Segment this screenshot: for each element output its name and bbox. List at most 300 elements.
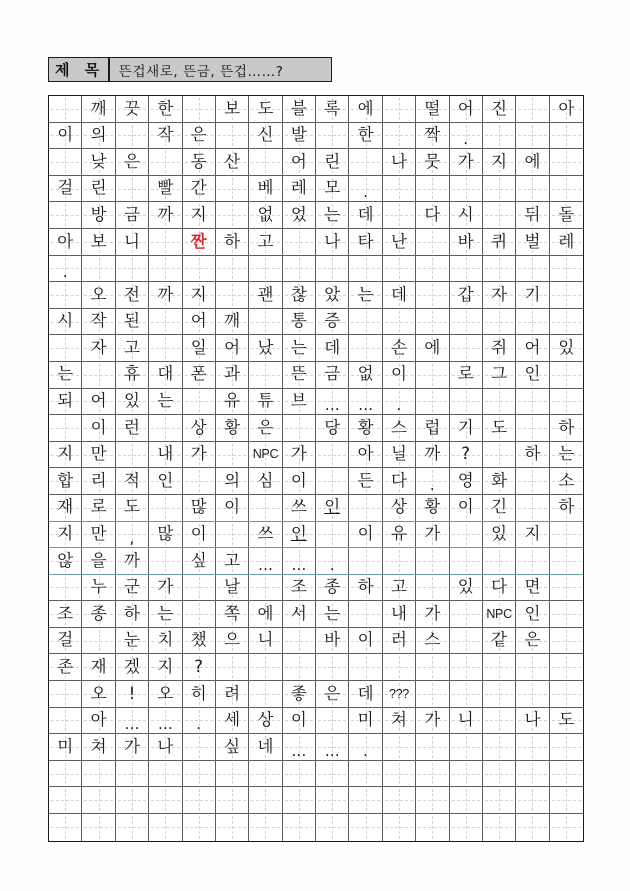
handwritten-glyph: 한 — [157, 98, 174, 118]
manuscript-cell — [450, 601, 483, 627]
handwritten-glyph: 이 — [90, 417, 107, 437]
handwritten-glyph: 록 — [324, 98, 341, 118]
manuscript-cell — [116, 654, 149, 680]
manuscript-cell — [383, 734, 416, 760]
handwritten-glyph: 아 — [90, 710, 107, 730]
manuscript-row — [49, 229, 583, 256]
manuscript-cell — [82, 575, 115, 601]
manuscript-cell — [249, 176, 282, 202]
manuscript-cell — [349, 734, 382, 760]
handwritten-glyph: 퀴 — [491, 231, 508, 251]
manuscript-cell — [516, 415, 549, 441]
manuscript-cell — [349, 522, 382, 548]
manuscript-cell — [550, 123, 583, 149]
manuscript-cell — [516, 708, 549, 734]
manuscript-cell — [550, 96, 583, 122]
handwritten-glyph: 은 — [524, 630, 541, 650]
handwritten-glyph: 가 — [290, 444, 307, 464]
manuscript-cell — [550, 495, 583, 521]
handwritten-glyph: 된 — [123, 311, 140, 331]
handwritten-glyph: 미 — [57, 736, 74, 756]
manuscript-cell — [49, 335, 82, 361]
handwritten-glyph: . — [363, 741, 368, 760]
manuscript-cell — [383, 96, 416, 122]
manuscript-cell — [149, 681, 182, 707]
manuscript-cell — [416, 389, 449, 415]
handwritten-glyph: 까 — [123, 550, 140, 570]
manuscript-cell — [49, 468, 82, 494]
handwritten-glyph: 가 — [424, 710, 441, 730]
manuscript-cell — [550, 256, 583, 282]
handwritten-glyph: 시 — [457, 204, 474, 224]
handwritten-glyph: 고 — [123, 337, 140, 357]
handwritten-glyph: 하 — [123, 603, 140, 623]
manuscript-cell — [450, 415, 483, 441]
manuscript-cell — [383, 787, 416, 813]
manuscript-cell — [283, 468, 316, 494]
manuscript-cell — [550, 389, 583, 415]
manuscript-cell — [416, 708, 449, 734]
manuscript-cell — [283, 282, 316, 308]
manuscript-row — [49, 468, 583, 495]
manuscript-cell — [550, 681, 583, 707]
handwritten-glyph: 하 — [357, 577, 374, 597]
handwritten-glyph: 의 — [224, 470, 241, 490]
handwritten-glyph: 당 — [324, 417, 341, 437]
handwritten-glyph: 면 — [524, 577, 541, 597]
handwritten-glyph: 가 — [190, 444, 207, 464]
manuscript-cell — [450, 522, 483, 548]
handwritten-glyph: 종 — [324, 577, 341, 597]
manuscript-cell — [416, 202, 449, 228]
handwritten-glyph: … — [324, 396, 340, 415]
manuscript-cell — [249, 708, 282, 734]
handwritten-glyph: 폰 — [190, 364, 207, 384]
manuscript-cell — [49, 575, 82, 601]
handwritten-glyph: 도 — [558, 710, 575, 730]
handwritten-glyph: 으 — [224, 630, 241, 650]
manuscript-cell — [82, 389, 115, 415]
manuscript-cell — [49, 202, 82, 228]
handwritten-glyph: 유 — [224, 391, 241, 411]
manuscript-row — [49, 362, 583, 389]
handwritten-glyph: 았 — [324, 284, 341, 304]
handwritten-glyph: 을 — [90, 550, 107, 570]
manuscript-cell — [349, 229, 382, 255]
manuscript-cell — [283, 734, 316, 760]
manuscript-cell — [516, 123, 549, 149]
handwritten-glyph: 통 — [290, 311, 307, 331]
manuscript-cell — [483, 442, 516, 468]
handwritten-glyph: 걸 — [57, 630, 74, 650]
handwritten-glyph: 작 — [157, 125, 174, 145]
handwritten-glyph: 있 — [558, 337, 575, 357]
manuscript-cell — [349, 708, 382, 734]
manuscript-cell — [283, 176, 316, 202]
manuscript-cell — [116, 601, 149, 627]
handwritten-glyph: 낮 — [90, 151, 107, 171]
handwritten-glyph: 끗 — [123, 98, 140, 118]
handwritten-glyph: … — [124, 715, 140, 734]
handwritten-glyph: 이 — [290, 710, 307, 730]
manuscript-cell — [49, 814, 82, 841]
manuscript-cell — [183, 282, 216, 308]
handwritten-glyph: 인 — [524, 603, 541, 623]
manuscript-cell — [183, 734, 216, 760]
manuscript-cell — [516, 522, 549, 548]
handwritten-glyph: 뜬 — [290, 364, 307, 384]
manuscript-cell — [249, 149, 282, 175]
manuscript-cell — [316, 468, 349, 494]
manuscript-cell — [283, 628, 316, 654]
handwritten-glyph: 네 — [257, 736, 274, 756]
handwritten-glyph: 방 — [90, 204, 107, 224]
handwritten-glyph: 금 — [324, 364, 341, 384]
handwritten-glyph: 걸 — [57, 178, 74, 198]
manuscript-cell — [149, 734, 182, 760]
manuscript-cell — [249, 787, 282, 813]
manuscript-cell — [116, 202, 149, 228]
handwritten-glyph: 은 — [123, 151, 140, 171]
manuscript-cell — [116, 814, 149, 841]
manuscript-cell — [550, 628, 583, 654]
handwritten-glyph: 는 — [324, 204, 341, 224]
handwritten-glyph: 금 — [123, 204, 140, 224]
manuscript-cell — [82, 734, 115, 760]
handwritten-glyph: . — [363, 183, 368, 202]
manuscript-cell — [149, 202, 182, 228]
manuscript-cell — [483, 362, 516, 388]
manuscript-cell — [450, 202, 483, 228]
manuscript-cell — [416, 495, 449, 521]
handwritten-glyph: 인 — [324, 497, 341, 517]
manuscript-cell — [483, 176, 516, 202]
handwritten-glyph: 는 — [157, 391, 174, 411]
handwritten-glyph: 조 — [290, 577, 307, 597]
handwritten-glyph: 챘 — [190, 630, 207, 650]
manuscript-cell — [316, 575, 349, 601]
manuscript-cell — [416, 787, 449, 813]
manuscript-row — [49, 256, 583, 283]
manuscript-cell — [49, 522, 82, 548]
manuscript-row — [49, 628, 583, 655]
manuscript-cell — [183, 681, 216, 707]
manuscript-row — [49, 681, 583, 708]
manuscript-cell — [416, 256, 449, 282]
handwritten-glyph: NPC — [252, 447, 279, 462]
manuscript-cell — [49, 256, 82, 282]
manuscript-cell — [249, 734, 282, 760]
manuscript-cell — [249, 761, 282, 787]
handwritten-glyph: 어 — [524, 337, 541, 357]
handwritten-glyph: 깨 — [90, 98, 107, 118]
manuscript-cell — [82, 628, 115, 654]
manuscript-cell — [283, 548, 316, 574]
manuscript-cell — [283, 202, 316, 228]
manuscript-cell — [49, 362, 82, 388]
handwritten-glyph: … — [291, 555, 307, 574]
manuscript-cell — [483, 202, 516, 228]
manuscript-row — [49, 814, 583, 841]
handwritten-glyph: 바 — [457, 231, 474, 251]
manuscript-cell — [450, 96, 483, 122]
manuscript-cell — [183, 309, 216, 335]
manuscript-cell — [383, 654, 416, 680]
manuscript-cell — [183, 442, 216, 468]
handwritten-glyph: 이 — [357, 524, 374, 544]
handwritten-glyph: 손 — [390, 337, 407, 357]
handwritten-glyph: 하 — [224, 231, 241, 251]
manuscript-cell — [216, 202, 249, 228]
handwritten-glyph: 까 — [424, 444, 441, 464]
manuscript-cell — [416, 601, 449, 627]
manuscript-cell — [516, 442, 549, 468]
manuscript-cell — [516, 787, 549, 813]
manuscript-cell — [216, 256, 249, 282]
manuscript-cell — [316, 442, 349, 468]
manuscript-cell — [383, 202, 416, 228]
manuscript-cell — [483, 123, 516, 149]
manuscript-cell — [316, 495, 349, 521]
manuscript-cell — [249, 522, 282, 548]
manuscript-cell — [283, 654, 316, 680]
manuscript-cell — [483, 814, 516, 841]
manuscript-cell — [283, 256, 316, 282]
manuscript-cell — [516, 761, 549, 787]
manuscript-cell — [483, 548, 516, 574]
manuscript-cell — [183, 468, 216, 494]
handwritten-glyph: 서 — [290, 603, 307, 623]
manuscript-cell — [116, 442, 149, 468]
manuscript-cell — [316, 362, 349, 388]
manuscript-row — [49, 787, 583, 814]
manuscript-row — [49, 601, 583, 628]
manuscript-cell — [450, 389, 483, 415]
handwritten-glyph: . — [463, 130, 469, 149]
handwritten-glyph: ? — [461, 444, 471, 464]
handwritten-glyph: 은 — [324, 683, 341, 703]
manuscript-cell — [116, 548, 149, 574]
manuscript-cell — [49, 708, 82, 734]
manuscript-cell — [550, 442, 583, 468]
handwritten-glyph: 나 — [157, 736, 174, 756]
manuscript-cell — [550, 415, 583, 441]
handwritten-glyph: 찮 — [290, 284, 307, 304]
manuscript-cell — [450, 309, 483, 335]
manuscript-cell — [49, 761, 82, 787]
handwritten-glyph: 이 — [57, 125, 74, 145]
manuscript-cell — [149, 389, 182, 415]
manuscript-cell — [450, 548, 483, 574]
manuscript-cell — [416, 96, 449, 122]
handwritten-glyph: 지 — [57, 524, 74, 544]
manuscript-cell — [516, 548, 549, 574]
manuscript-cell — [249, 468, 282, 494]
manuscript-cell — [383, 548, 416, 574]
manuscript-cell — [516, 202, 549, 228]
manuscript-cell — [49, 176, 82, 202]
manuscript-cell — [550, 282, 583, 308]
manuscript-cell — [316, 787, 349, 813]
manuscript-cell — [516, 495, 549, 521]
handwritten-glyph: 고 — [257, 231, 274, 251]
handwritten-glyph: 오 — [90, 284, 107, 304]
handwritten-glyph: 많 — [190, 497, 207, 517]
manuscript-cell — [82, 229, 115, 255]
manuscript-cell — [416, 415, 449, 441]
manuscript-cell — [149, 628, 182, 654]
manuscript-cell — [450, 176, 483, 202]
handwritten-glyph: 그 — [491, 364, 508, 384]
manuscript-row — [49, 123, 583, 150]
manuscript-cell — [383, 575, 416, 601]
manuscript-cell — [183, 522, 216, 548]
manuscript-cell — [450, 335, 483, 361]
manuscript-cell — [149, 468, 182, 494]
manuscript-cell — [483, 389, 516, 415]
handwritten-glyph: 자 — [491, 284, 508, 304]
manuscript-cell — [149, 335, 182, 361]
manuscript-cell — [450, 814, 483, 841]
manuscript-row — [49, 522, 583, 549]
manuscript-cell — [49, 654, 82, 680]
handwritten-glyph: 쳐 — [90, 736, 107, 756]
manuscript-cell — [316, 309, 349, 335]
manuscript-cell — [283, 681, 316, 707]
manuscript-cell — [216, 495, 249, 521]
handwritten-glyph: 레 — [558, 231, 575, 251]
manuscript-cell — [416, 548, 449, 574]
manuscript-cell — [550, 575, 583, 601]
manuscript-cell — [550, 654, 583, 680]
handwritten-glyph: 난 — [390, 231, 407, 251]
manuscript-cell — [216, 761, 249, 787]
manuscript-row — [49, 176, 583, 203]
manuscript-cell — [283, 96, 316, 122]
manuscript-row — [49, 202, 583, 229]
manuscript-cell — [249, 309, 282, 335]
manuscript-cell — [283, 601, 316, 627]
manuscript-row — [49, 761, 583, 788]
manuscript-cell — [82, 787, 115, 813]
handwritten-glyph: 깨 — [224, 311, 241, 331]
manuscript-cell — [349, 96, 382, 122]
manuscript-cell — [149, 548, 182, 574]
handwritten-glyph: 발 — [290, 125, 307, 145]
manuscript-cell — [316, 522, 349, 548]
handwritten-glyph: 데 — [357, 683, 374, 703]
manuscript-cell — [550, 335, 583, 361]
handwritten-glyph: 는 — [57, 364, 74, 384]
manuscript-cell — [149, 522, 182, 548]
manuscript-cell — [383, 708, 416, 734]
manuscript-cell — [116, 256, 149, 282]
manuscript-cell — [483, 681, 516, 707]
manuscript-cell — [49, 681, 82, 707]
handwritten-glyph: … — [358, 396, 374, 415]
manuscript-row — [49, 149, 583, 176]
handwritten-glyph: 빨 — [157, 178, 174, 198]
handwritten-glyph: 없 — [357, 364, 374, 384]
manuscript-cell — [82, 362, 115, 388]
manuscript-cell — [82, 761, 115, 787]
manuscript-cell — [416, 149, 449, 175]
manuscript-cell — [483, 468, 516, 494]
manuscript-cell — [283, 495, 316, 521]
manuscript-cell — [183, 149, 216, 175]
handwritten-glyph: 좋 — [290, 683, 307, 703]
handwritten-glyph: . — [196, 715, 202, 734]
handwritten-glyph: 블 — [290, 98, 307, 118]
manuscript-cell — [316, 256, 349, 282]
manuscript-cell — [416, 123, 449, 149]
manuscript-cell — [116, 681, 149, 707]
manuscript-cell — [49, 442, 82, 468]
manuscript-cell — [450, 787, 483, 813]
manuscript-cell — [450, 575, 483, 601]
manuscript-cell — [349, 601, 382, 627]
manuscript-cell — [483, 96, 516, 122]
handwritten-glyph: 쳐 — [390, 710, 407, 730]
manuscript-cell — [216, 787, 249, 813]
handwritten-glyph: 상 — [390, 497, 407, 517]
handwritten-glyph: 타 — [357, 231, 374, 251]
manuscript-cell — [82, 654, 115, 680]
manuscript-cell — [483, 282, 516, 308]
manuscript-cell — [450, 681, 483, 707]
manuscript-cell — [183, 389, 216, 415]
manuscript-cell — [216, 389, 249, 415]
manuscript-cell — [316, 176, 349, 202]
manuscript-cell — [216, 442, 249, 468]
handwritten-glyph: 유 — [390, 524, 407, 544]
handwritten-glyph: 하 — [558, 417, 575, 437]
manuscript-cell — [183, 229, 216, 255]
handwritten-glyph: 진 — [491, 98, 508, 118]
handwritten-glyph: 는 — [558, 444, 575, 464]
manuscript-cell — [349, 575, 382, 601]
handwritten-glyph: 소 — [558, 470, 575, 490]
handwritten-glyph: 괜 — [257, 284, 274, 304]
manuscript-cell — [516, 654, 549, 680]
handwritten-glyph: 화 — [491, 470, 508, 490]
manuscript-cell — [183, 123, 216, 149]
manuscript-cell — [349, 761, 382, 787]
handwritten-glyph: 스 — [424, 630, 441, 650]
manuscript-cell — [450, 256, 483, 282]
manuscript-cell — [82, 495, 115, 521]
handwritten-glyph: 까 — [157, 284, 174, 304]
manuscript-cell — [349, 309, 382, 335]
manuscript-cell — [383, 256, 416, 282]
handwritten-glyph: 간 — [190, 178, 207, 198]
manuscript-cell — [516, 362, 549, 388]
manuscript-cell — [49, 601, 82, 627]
manuscript-cell — [82, 96, 115, 122]
handwritten-glyph: 데 — [324, 337, 341, 357]
handwritten-glyph: 뒤 — [524, 204, 541, 224]
handwritten-glyph: 는 — [357, 284, 374, 304]
manuscript-cell — [216, 123, 249, 149]
manuscript-cell — [416, 681, 449, 707]
manuscript-cell — [316, 708, 349, 734]
manuscript-cell — [183, 575, 216, 601]
handwritten-glyph: 이 — [224, 497, 241, 517]
handwritten-glyph: 고 — [390, 577, 407, 597]
manuscript-cell — [49, 734, 82, 760]
manuscript-cell — [550, 176, 583, 202]
manuscript-cell — [183, 495, 216, 521]
